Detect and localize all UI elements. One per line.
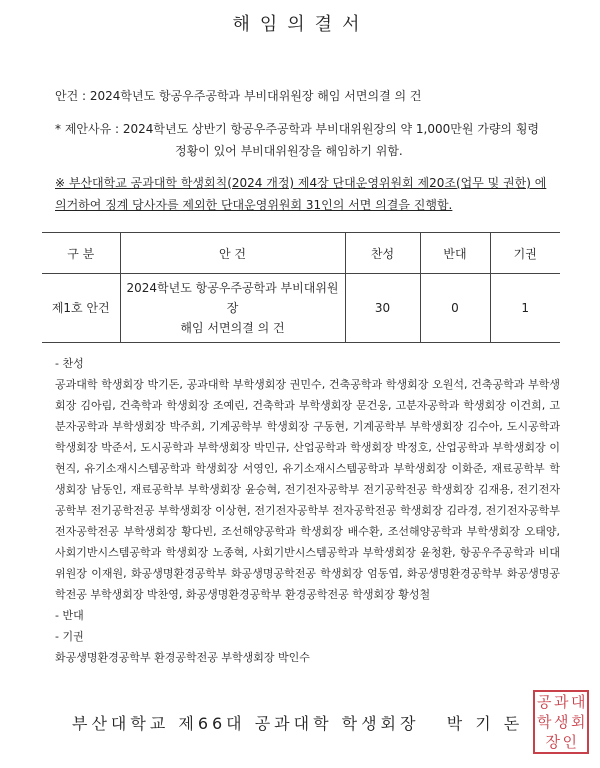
vote-details [55, 353, 560, 668]
seal-glyph: 생 [554, 713, 569, 731]
for-list: 공과대학 학생회장 박기돈, 공과대학 부학생회장 권민수, 건축공학과 학생회장 오원석, 건축공학과 부학생회장 김아림, 건축학과 학생회장 조예린, 건축학과 부학생회장 문건웅, 고분자공학과 학생회장 이건희, 고분자공학과 부학생회장 박주희, 기계공학부 학생회장 구동현, 기계공학부 부학생회장 김수아, 도시공학과 학생회장 박준서, 도시공학과 부학생회장 박민규, 산업공학과 학생회장 박정호, 산업공학과 부학생회장 이현직, 유기소재시스템공학과 학생회장 서영인, 유기소재시스템공학과 부학생회장 이화준, 재료공학부 학생회장 남동인, 재료공학부 부학생회장 윤승혁, 전기전자공학부 전기공학전공 학생회장 김재용, 전기전자공학부 전기공학전공 부학생회장 이상현, 전기전자공학부 전자공학전공 학생회장 김라경, 전기전자공학부 전자공학전공 부학생회장 황다빈, 조선해양공학과 학생회장 배수환, 조선해양공학과 부학생회장 오태양, 사회기반시스템공학과 학생회장 노종혁, 사회기반시스템공학과 부학생회장 윤청환, 항공우주공학과 비대위원장 이재원, 화공생명환경공학부 화공생명공학전공 학생회장 엄동엽, 화공생명환경공학부 화공생명공학전공 부학생회장 박찬영, 화공생명환경공학부 환경공학전공 학생회장 황성철 [55, 378, 560, 601]
vote-result-table [42, 232, 560, 343]
seal-glyph: 공 [537, 693, 552, 711]
abstain-label: - 기권 [55, 630, 84, 643]
seal-glyph: 장 [545, 733, 561, 751]
item-line-2: 해임 서면의결 의 건 [180, 321, 285, 335]
item-line-1: 2024학년도 항공우주공학과 부비대위원장 [126, 281, 339, 315]
signature-line: 부산대학교 제66대 공과대학 학생회장 박 기 돈 [72, 713, 524, 733]
seal-glyph: 대 [571, 693, 586, 711]
abstain-list: 화공생명환경공학부 환경공학전공 부학생회장 박인수 [55, 651, 310, 664]
official-seal [533, 690, 589, 754]
cell-category: 제1호 안건 [42, 274, 120, 343]
reason-line-2: 정황이 있어 부비대위원장을 해임하기 위함. [175, 144, 403, 158]
signature-block [72, 690, 586, 754]
header-abstain: 기권 [490, 233, 560, 274]
against-label: - 반대 [55, 609, 84, 622]
cell-against: 0 [420, 274, 490, 343]
header-item: 안 건 [120, 233, 345, 274]
header-for: 찬성 [345, 233, 420, 274]
seal-glyph: 회 [571, 713, 586, 731]
table-header-row [42, 233, 560, 274]
bylaw-notice: ※ 부산대학교 공과대학 학생회칙(2024 개정) 제4장 단대운영위원회 제20조(업무 및 권한) 에 의거하여 징계 당사자를 제외한 단대운영위원회 31인의 서면 의결을 진행함. [55, 176, 547, 212]
header-category: 구 분 [42, 233, 120, 274]
header-against: 반대 [420, 233, 490, 274]
proposal-reason [55, 118, 560, 162]
table-row [42, 274, 560, 343]
seal-glyph: 학 [537, 713, 552, 731]
cell-abstain: 1 [490, 274, 560, 343]
reason-line-1: * 제안사유 : 2024학년도 상반기 항공우주공학과 부비대위원장의 약 1,000만원 가량의 횡령 [55, 122, 540, 136]
seal-glyph: 인 [562, 733, 578, 751]
document-title: 해임의결서 [232, 14, 370, 35]
cell-item [120, 274, 345, 343]
seal-glyph: 과 [554, 693, 569, 711]
agenda-line: 안건 : 2024학년도 항공우주공학과 부비대위원장 해임 서면의결 의 건 [55, 89, 422, 103]
for-label: - 찬성 [55, 357, 84, 370]
cell-for: 30 [345, 274, 420, 343]
